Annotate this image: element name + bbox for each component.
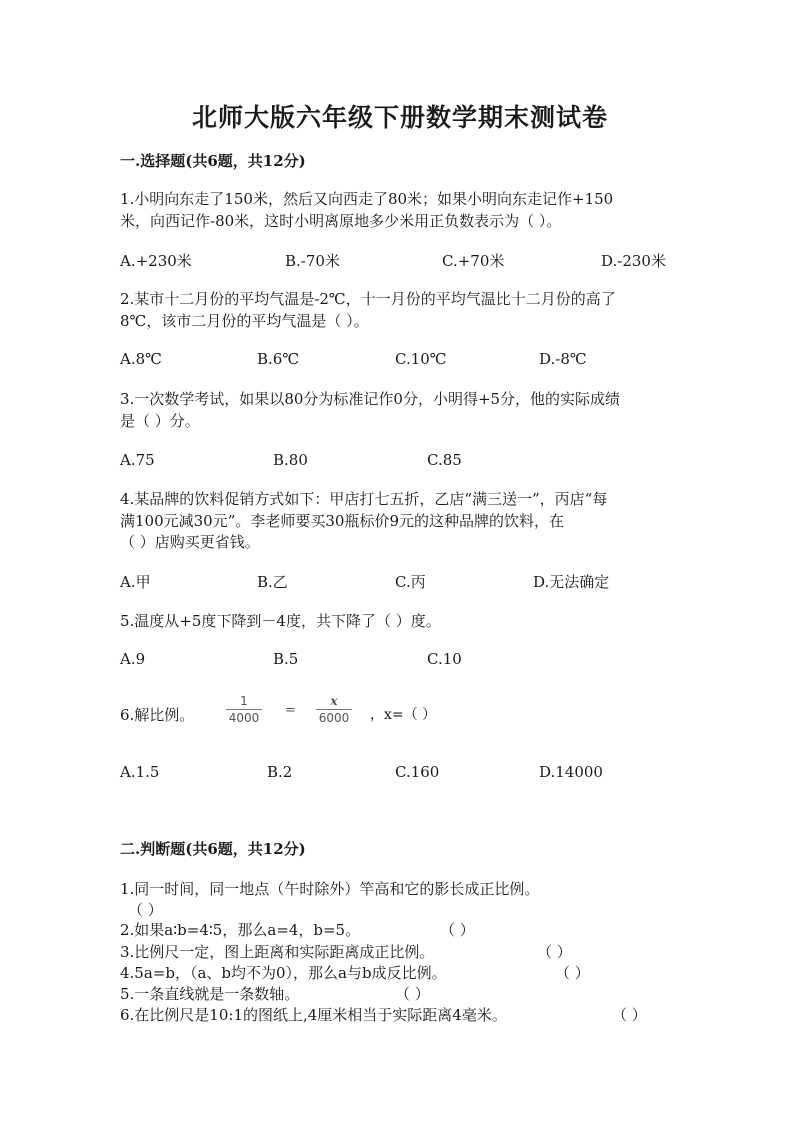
question-3-option-b: B.80 [273,451,308,469]
question-5-line-1: 5.温度从+5度下降到－4度，共下降了（ ）度。 [120,612,441,630]
question-2-line-1: 2.某市十二月份的平均气温是-2℃，十一月份的平均气温比十二月份的高了 [120,290,616,308]
question-3-option-a: A.75 [120,451,155,469]
section-heading-judgement: 二.判断题(共6题，共12分) [120,840,306,858]
question-6-option-b: B.2 [267,763,293,781]
fraction-1-denominator: 4000 [228,711,260,725]
judgement-4-blank: （ ） [555,964,590,982]
question-5-option-b: B.5 [273,650,299,668]
question-4-option-c: C.丙 [395,573,426,591]
judgement-3-blank: （ ） [537,943,572,961]
question-1-line-2: 米，向西记作-80米，这时小明离原地多少米用正负数表示为（ ）。 [120,212,562,230]
question-1-option-d: D.-230米 [601,252,666,270]
fraction-1-numerator: 1 [240,694,248,708]
judgement-6-blank: （ ） [612,1006,647,1024]
question-1-option-b: B.-70米 [285,252,340,270]
equals-sign: = [285,703,296,718]
question-2-option-a: A.8℃ [120,350,162,368]
fraction-1-over-4000 [226,694,262,725]
question-1-option-c: C.+70米 [442,252,505,270]
judgement-5: 5.一条直线就是一条数轴。 [120,985,300,1003]
question-4-option-d: D.无法确定 [533,573,610,591]
question-3-line-2: 是（ ）分。 [120,412,200,430]
question-4-option-b: B.乙 [257,573,288,591]
question-4-option-a: A.甲 [120,573,151,591]
judgement-6: 6.在比例尺是10:1的图纸上,4厘米相当于实际距离4毫米。 [120,1006,507,1024]
section-heading-choice: 一.选择题(共6题，共12分) [120,152,306,170]
judgement-1-blank: （ ） [128,901,163,919]
question-4-line-1: 4.某品牌的饮料促销方式如下：甲店打七五折，乙店“满三送一”，丙店“每 [120,490,608,508]
question-1-line-1: 1.小明向东走了150米，然后又向西走了80米；如果小明向东走记作+150 [120,190,614,208]
judgement-1: 1.同一时间，同一地点（午时除外）竿高和它的影长成正比例。 [120,880,540,898]
question-6-suffix: ，x=（ ） [370,707,437,723]
fraction-1-bar [226,709,262,710]
judgement-5-blank: （ ） [395,985,430,1003]
question-5-option-c: C.10 [427,650,462,668]
question-3-option-c: C.85 [427,451,462,469]
judgement-2-blank: （ ） [440,921,475,939]
judgement-4: 4.5a=b，（a、b均不为0），那么a与b成反比例。 [120,964,447,982]
question-2-option-b: B.6℃ [257,350,300,368]
question-6-option-d: D.14000 [539,763,603,781]
question-4-line-3: （ ）店购买更省钱。 [120,533,260,551]
question-1-option-a: A.+230米 [120,252,192,270]
judgement-3: 3.比例尺一定，图上距离和实际距离成正比例。 [120,943,435,961]
fraction-x-over-6000 [316,694,352,725]
question-2-option-d: D.-8℃ [539,350,587,368]
question-6-prefix: 6.解比例。 [120,706,195,724]
question-5-option-a: A.9 [120,650,146,668]
fraction-2-denominator: 6000 [318,711,350,725]
question-6-option-a: A.1.5 [120,763,160,781]
fraction-2-bar [316,709,352,710]
question-3-line-1: 3.一次数学考试，如果以80分为标准记作0分，小明得+5分，他的实际成绩 [120,390,621,408]
fraction-2-numerator: x [330,694,338,708]
page-title: 北师大版六年级下册数学期末测试卷 [191,103,608,132]
question-6-option-c: C.160 [395,763,440,781]
question-4-line-2: 满100元减30元”。李老师要买30瓶标价9元的这种品牌的饮料，在 [120,512,565,530]
question-2-option-c: C.10℃ [395,350,447,368]
judgement-2: 2.如果a∶b=4∶5，那么a=4，b=5。 [120,921,361,939]
question-2-line-2: 8℃，该市二月份的平均气温是（ ）。 [120,312,369,330]
